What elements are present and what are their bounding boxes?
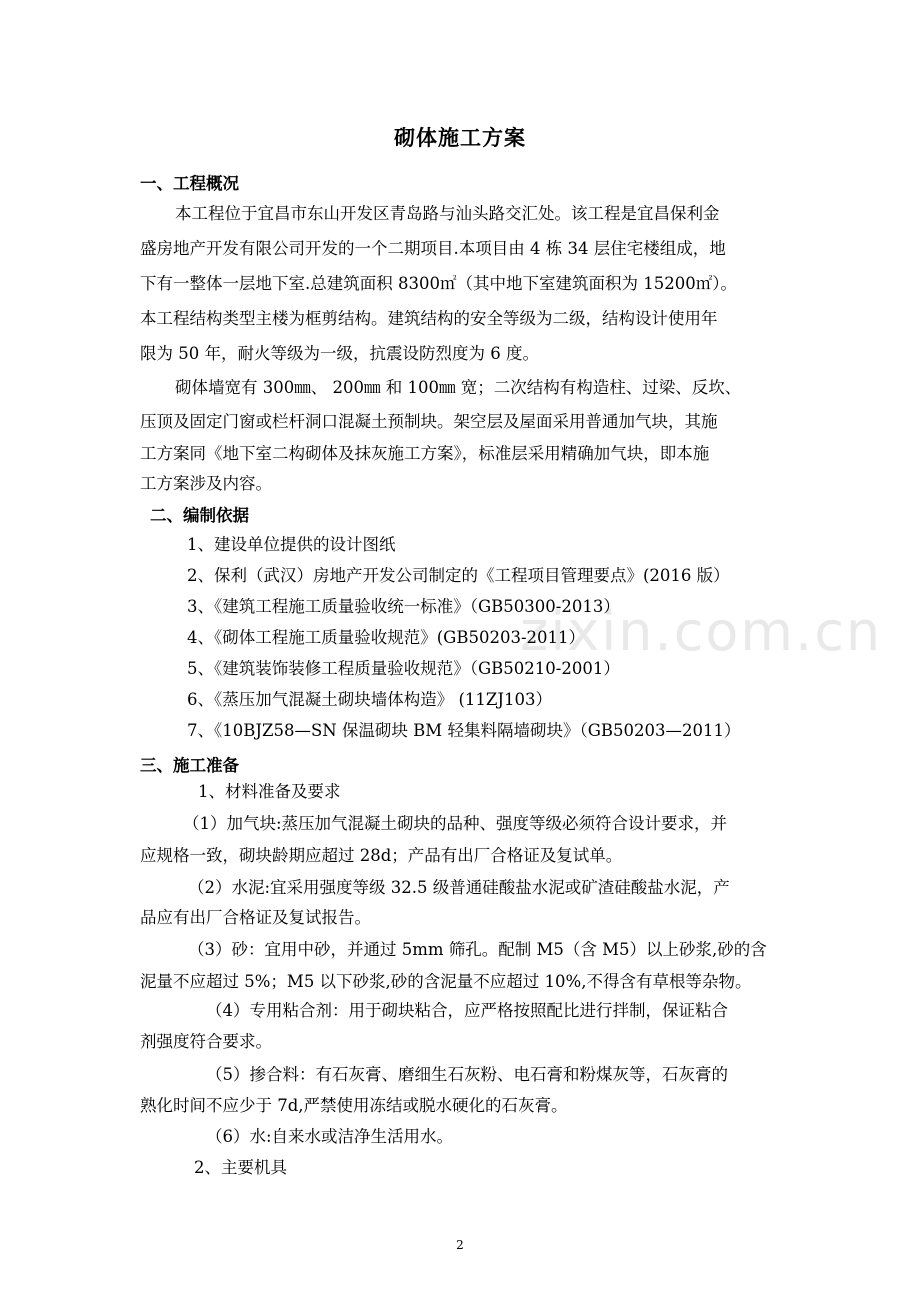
basis-item: 5、《建筑装饰装修工程质量验收规范》（GB50210-2001） — [187, 659, 620, 678]
material-item-line: （1）加气块:蒸压加气混凝土砌块的品种、强度等级必须符合设计要求，并 — [183, 814, 728, 833]
material-item-line: 应规格一致，砌块龄期应超过 28d；产品有出厂合格证及复试单。 — [140, 846, 623, 865]
overview-para1-line: 盛房地产开发有限公司开发的一个二期项目.本项目由 4 栋 34 层住宅楼组成，地 — [140, 239, 726, 258]
material-item-line: 泥量不应超过 5%；M5 以下砂浆,砂的含泥量不应超过 10%,不得含有草根等杂物。 — [140, 972, 752, 991]
basis-item: 4、《砌体工程施工质量验收规范》(GB50203-2011） — [187, 628, 586, 647]
basis-item: 6、《蒸压加气混凝土砌块墙体构造》 (11ZJ103） — [187, 690, 552, 709]
overview-para1-line: 下有一整体一层地下室.总建筑面积 8300㎡（其中地下室建筑面积为 15200㎡）。 — [140, 274, 737, 293]
overview-para2-line: 砌体墙宽有 300㎜、 200㎜ 和 100㎜ 宽；二次结构有构造柱、过梁、反坎、 — [175, 378, 742, 397]
material-item-line: （3）砂：宜用中砂，并通过 5mm 筛孔。配制 M5（含 M5）以上砂浆,砂的含 — [188, 940, 767, 959]
material-item-line: （6）水:自来水或洁净生活用水。 — [206, 1127, 454, 1146]
material-item-line: 熟化时间不应少于 7d,严禁使用冻结或脱水硬化的石灰膏。 — [140, 1096, 568, 1115]
section-heading-basis: 二、编制依据 — [150, 506, 249, 525]
basis-item: 1、建设单位提供的设计图纸 — [187, 535, 396, 554]
overview-para1-line: 本工程结构类型主楼为框剪结构。建筑结构的安全等级为二级，结构设计使用年 — [140, 309, 718, 328]
overview-para2-line: 工方案同《地下室二构砌体及抹灰施工方案》，标准层采用精确加气块，即本施 — [140, 444, 710, 463]
page-title: 砌体施工方案 — [394, 126, 526, 150]
preparation-subheading: 2、主要机具 — [194, 1158, 287, 1177]
basis-item: 3、《建筑工程施工质量验收统一标准》（GB50300-2013） — [187, 597, 620, 616]
overview-para2-line: 工方案涉及内容。 — [140, 474, 272, 493]
material-item-line: （5）掺合料：有石灰膏、磨细生石灰粉、电石膏和粉煤灰等，石灰膏的 — [206, 1065, 728, 1084]
watermark: zixin.com.cn — [520, 600, 883, 663]
material-item-line: （2）水泥:宜采用强度等级 32.5 级普通硅酸盐水泥或矿渣硅酸盐水泥，产 — [188, 878, 730, 897]
material-item-line: 品应有出厂合格证及复试报告。 — [140, 908, 371, 927]
basis-item: 7、《10BJZ58—SN 保温砌块 BM 轻集料隔墙砌块》（GB50203—2011） — [187, 721, 741, 740]
material-item-line: 剂强度符合要求。 — [140, 1032, 272, 1051]
page-number: 2 — [456, 1238, 464, 1252]
overview-para1-line: 限为 50 年，耐火等级为一级，抗震设防烈度为 6 度。 — [140, 344, 539, 363]
overview-para2-line: 压顶及固定门窗或栏杆洞口混凝土预制块。架空层及屋面采用普通加气块，其施 — [140, 412, 718, 431]
section-heading-preparation: 三、施工准备 — [140, 756, 239, 775]
basis-item: 2、保利（武汉）房地产开发公司制定的《工程项目管理要点》(2016 版） — [187, 566, 730, 585]
section-heading-overview: 一、工程概况 — [140, 174, 239, 193]
overview-para1-line: 本工程位于宜昌市东山开发区青岛路与汕头路交汇处。该工程是宜昌保利金 — [175, 204, 720, 223]
material-item-line: （4）专用粘合剂：用于砌块粘合，应严格按照配比进行拌制，保证粘合 — [206, 1001, 728, 1020]
preparation-subheading: 1、材料准备及要求 — [198, 782, 341, 801]
